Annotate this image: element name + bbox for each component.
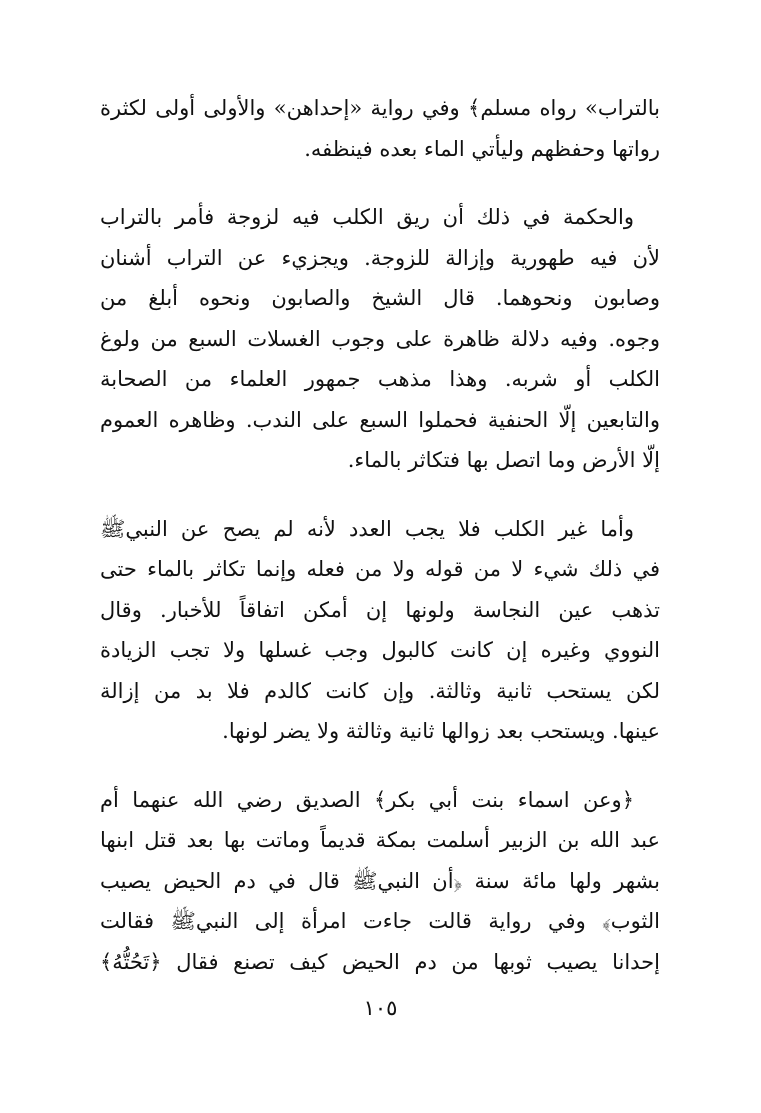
- text-line: والتابعين إلّا الحنفية فحملوا السبع على الندب. وظاهره العموم: [100, 407, 660, 432]
- text-line: الكلب أو شربه. وهذا مذهب جمهور العلماء من الصحابة: [100, 367, 660, 391]
- page-body: [100, 88, 660, 1010]
- text-line: في ذلك شيء لا من قوله ولا من فعله وإنما تكاثر بالماء حتى: [100, 557, 660, 581]
- text-line: الثوب﴾ وفي رواية قالت جاءت امرأة إلى النبيﷺ فقالت: [100, 909, 660, 933]
- paragraph-1: [100, 88, 660, 169]
- text-line: عينها. ويستحب بعد زوالها ثانية وثالثة ولا يضر لونها.: [222, 719, 660, 743]
- text-line: والحكمة في ذلك أن ريق الكلب فيه لزوجة فأمر بالتراب: [100, 205, 634, 229]
- text-line: لأن فيه طهورية وإزالة للزوجة. ويجزيء عن التراب أشنان: [100, 245, 660, 270]
- page-number: ١٠٥: [363, 996, 398, 1020]
- text-line: وجوه. وفيه دلالة ظاهرة على وجوب الغسلات السبع من ولوغ: [100, 326, 660, 351]
- paragraph-3: [100, 509, 660, 752]
- paragraph-2: [100, 197, 660, 481]
- text-line: تذهب عين النجاسة ولونها إن أمكن اتفاقاً للأخبار. وقال: [100, 597, 660, 622]
- text-line: وصابون ونحوهما. قال الشيخ والصابون ونحوه أبلغ من: [100, 286, 660, 310]
- text-line: النووي وغيره إن كانت كالبول وجب غسلها ولا تجب الزيادة: [100, 638, 660, 662]
- text-line: بالتراب» رواه مسلم﴾ وفي رواية «إحداهن» والأولى أولى لكثرة: [100, 96, 660, 120]
- text-line: إحدانا يصيب ثوبها من دم الحيض كيف تصنع فقال ﴿تَحُتُّهُ﴾: [100, 949, 660, 974]
- text-line: إلّا الأرض وما اتصل بها فتكاثر بالماء.: [347, 448, 660, 472]
- text-line: رواتها وحفظهم وليأتي الماء بعده فينظفه.: [304, 136, 660, 161]
- paragraph-4: [100, 780, 660, 983]
- text-line: ﴿وعن اسماء بنت أبي بكر﴾ الصديق رضي الله عنهما أم: [100, 787, 634, 812]
- text-line: وأما غير الكلب فلا يجب العدد لأنه لم يصح عن النبيﷺ: [100, 516, 634, 541]
- text-line: لكن يستحب ثانية وثالثة. وإن كانت كالدم فلا بد من إزالة: [100, 678, 660, 703]
- text-line: عبد الله بن الزبير أسلمت بمكة قديماً وماتت بها بعد قتل ابنها: [100, 828, 660, 852]
- text-line: بشهر ولها مائة سنة ﴿أن النبيﷺ قال في دم الحيض يصيب: [100, 868, 660, 893]
